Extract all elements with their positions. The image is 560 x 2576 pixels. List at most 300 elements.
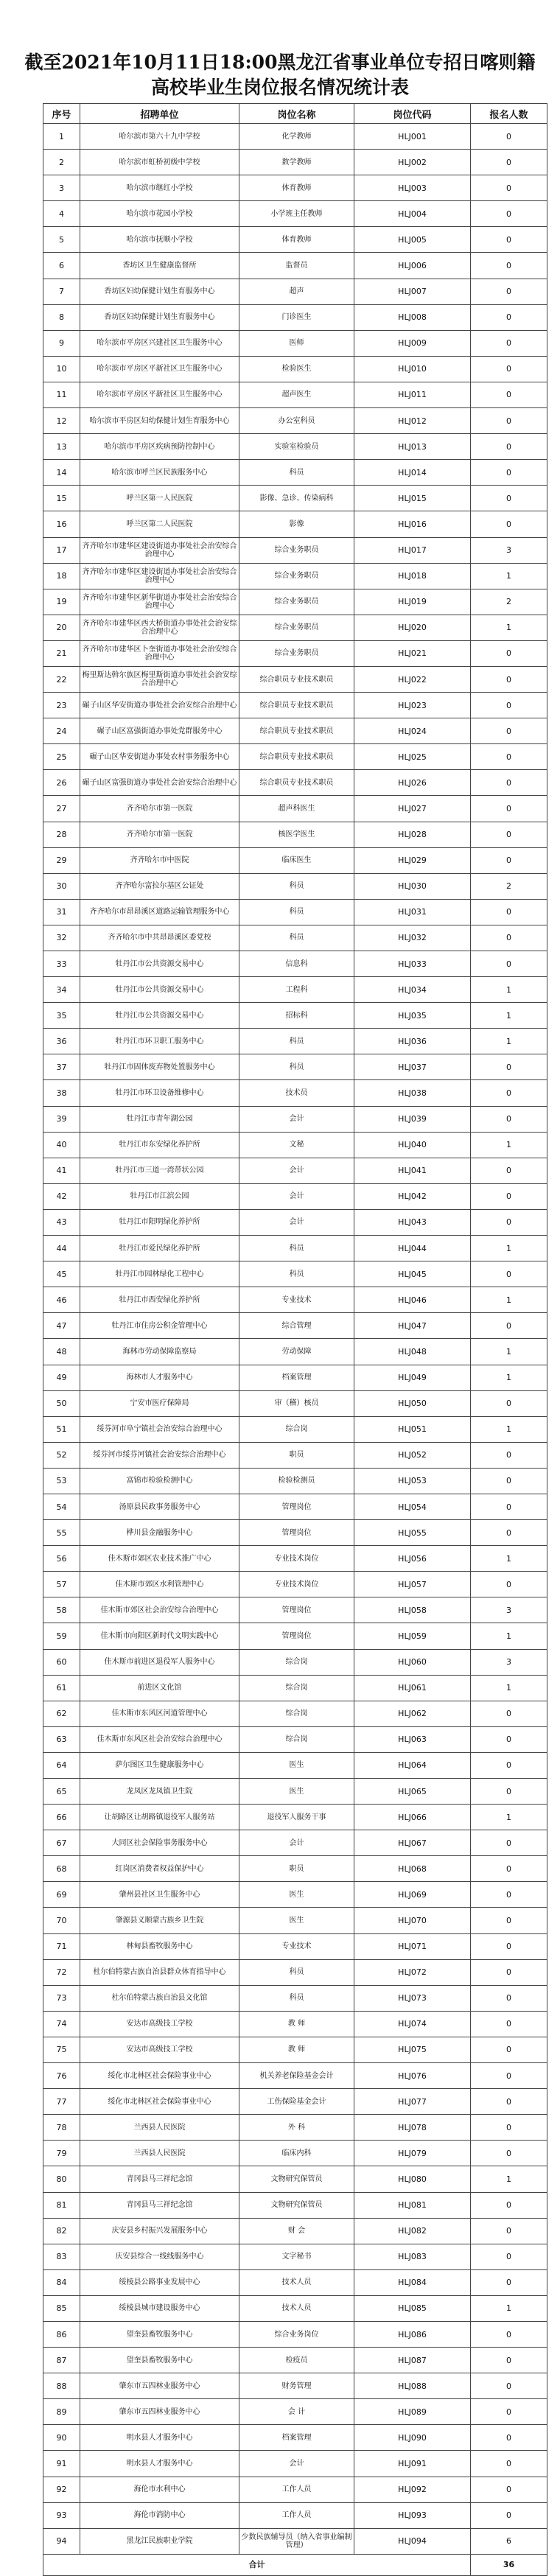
table-row bbox=[43, 1779, 547, 1805]
row-position-code: HLJ035 bbox=[354, 1003, 471, 1029]
row-position-code: HLJ034 bbox=[354, 977, 471, 1003]
total-value: 36 bbox=[471, 2554, 547, 2575]
row-applicant-count: 0 bbox=[471, 640, 547, 666]
document-title bbox=[0, 0, 560, 100]
row-position-code: HLJ050 bbox=[354, 1390, 471, 1416]
table-row bbox=[43, 847, 547, 873]
row-applicant-count: 0 bbox=[471, 1933, 547, 1959]
row-applicant-count: 0 bbox=[471, 201, 547, 227]
row-position-code: HLJ085 bbox=[354, 2295, 471, 2321]
row-employer: 齐齐哈尔市建华区卜奎街道办事处社会治安综合治理中心 bbox=[80, 640, 239, 666]
row-applicant-count: 0 bbox=[471, 1830, 547, 1856]
row-employer: 汤原县民政事务服务中心 bbox=[80, 1494, 239, 1519]
row-position-name: 技术员 bbox=[239, 1080, 354, 1106]
table-row bbox=[43, 899, 547, 925]
row-applicant-count: 0 bbox=[471, 511, 547, 537]
row-position-name: 医师 bbox=[239, 330, 354, 356]
row-employer: 齐齐哈尔市第一医院 bbox=[80, 796, 239, 822]
table-row bbox=[43, 1132, 547, 1158]
row-applicant-count: 0 bbox=[471, 1442, 547, 1468]
row-applicant-count: 0 bbox=[471, 124, 547, 150]
row-position-name: 医生 bbox=[239, 1779, 354, 1805]
row-applicant-count: 0 bbox=[471, 2425, 547, 2451]
row-applicant-count: 1 bbox=[471, 1805, 547, 1830]
row-employer: 兰西县人民医院 bbox=[80, 2115, 239, 2141]
row-applicant-count: 0 bbox=[471, 2218, 547, 2244]
row-position-code: HLJ090 bbox=[354, 2425, 471, 2451]
row-position-code: HLJ077 bbox=[354, 2089, 471, 2115]
row-applicant-count: 0 bbox=[471, 1468, 547, 1494]
row-index: 63 bbox=[43, 1726, 80, 1752]
table-row bbox=[43, 925, 547, 951]
row-position-code: HLJ057 bbox=[354, 1572, 471, 1597]
row-employer: 香坊区妇幼保健计划生育服务中心 bbox=[80, 304, 239, 330]
table-row bbox=[43, 150, 547, 175]
row-position-name: 技术人员 bbox=[239, 2269, 354, 2295]
row-position-code: HLJ060 bbox=[354, 1649, 471, 1675]
table-body bbox=[43, 124, 547, 2555]
row-position-name: 综合职员专业技术职员 bbox=[239, 693, 354, 718]
table-row bbox=[43, 356, 547, 382]
row-applicant-count: 1 bbox=[471, 1003, 547, 1029]
row-position-name: 科员 bbox=[239, 1054, 354, 1080]
row-applicant-count: 0 bbox=[471, 925, 547, 951]
row-applicant-count: 0 bbox=[471, 2037, 547, 2062]
row-position-name: 会计 bbox=[239, 2451, 354, 2477]
table-row bbox=[43, 1029, 547, 1054]
row-applicant-count: 0 bbox=[471, 434, 547, 460]
row-employer: 牡丹江市环卫设备维修中心 bbox=[80, 1080, 239, 1106]
row-applicant-count: 0 bbox=[471, 1183, 547, 1209]
table-row bbox=[43, 640, 547, 666]
row-employer: 林甸县畜牧服务中心 bbox=[80, 1933, 239, 1959]
row-index: 46 bbox=[43, 1287, 80, 1313]
row-employer: 牡丹江市固体废弃物处置服务中心 bbox=[80, 1054, 239, 1080]
row-position-code: HLJ038 bbox=[354, 1080, 471, 1106]
row-position-name: 档案管理 bbox=[239, 1365, 354, 1390]
row-index: 65 bbox=[43, 1779, 80, 1805]
row-position-code: HLJ028 bbox=[354, 822, 471, 847]
row-position-code: HLJ036 bbox=[354, 1029, 471, 1054]
table-row bbox=[43, 2115, 547, 2141]
row-applicant-count: 0 bbox=[471, 2477, 547, 2502]
row-index: 60 bbox=[43, 1649, 80, 1675]
table-row bbox=[43, 1597, 547, 1623]
row-applicant-count: 0 bbox=[471, 899, 547, 925]
row-position-code: HLJ041 bbox=[354, 1158, 471, 1183]
row-applicant-count: 0 bbox=[471, 382, 547, 407]
row-applicant-count: 0 bbox=[471, 1985, 547, 2011]
row-position-code: HLJ080 bbox=[354, 2166, 471, 2192]
row-applicant-count: 3 bbox=[471, 537, 547, 563]
row-index: 71 bbox=[43, 1933, 80, 1959]
row-applicant-count: 0 bbox=[471, 2115, 547, 2141]
row-employer: 哈尔滨市抚顺小学校 bbox=[80, 227, 239, 253]
row-applicant-count: 3 bbox=[471, 1649, 547, 1675]
table-row bbox=[43, 693, 547, 718]
row-position-name: 工作人员 bbox=[239, 2477, 354, 2502]
row-position-name: 管理岗位 bbox=[239, 1597, 354, 1623]
row-index: 4 bbox=[43, 201, 80, 227]
row-index: 38 bbox=[43, 1080, 80, 1106]
row-employer: 牡丹江市青年湖公园 bbox=[80, 1106, 239, 1132]
row-position-name: 教 师 bbox=[239, 2011, 354, 2037]
table-row bbox=[43, 2348, 547, 2373]
table-row bbox=[43, 615, 547, 640]
row-position-code: HLJ017 bbox=[354, 537, 471, 563]
row-employer: 齐齐哈尔市建华区新华街道办事处社会治安综合治理中心 bbox=[80, 589, 239, 615]
row-applicant-count: 0 bbox=[471, 1494, 547, 1519]
row-applicant-count: 1 bbox=[471, 1623, 547, 1649]
row-position-code: HLJ016 bbox=[354, 511, 471, 537]
row-applicant-count: 0 bbox=[471, 253, 547, 279]
row-position-name: 医生 bbox=[239, 1752, 354, 1778]
row-position-code: HLJ027 bbox=[354, 796, 471, 822]
row-employer: 佳木斯市前进区退役军人服务中心 bbox=[80, 1649, 239, 1675]
row-position-code: HLJ019 bbox=[354, 589, 471, 615]
row-position-code: HLJ076 bbox=[354, 2063, 471, 2089]
row-position-code: HLJ042 bbox=[354, 1183, 471, 1209]
row-index: 89 bbox=[43, 2399, 80, 2425]
row-position-name: 检验医生 bbox=[239, 356, 354, 382]
row-position-code: HLJ030 bbox=[354, 873, 471, 899]
row-position-name: 财 会 bbox=[239, 2218, 354, 2244]
row-employer: 富锦市检验检测中心 bbox=[80, 1468, 239, 1494]
row-index: 58 bbox=[43, 1597, 80, 1623]
table-row bbox=[43, 330, 547, 356]
table-row bbox=[43, 1752, 547, 1778]
row-index: 54 bbox=[43, 1494, 80, 1519]
registration-table bbox=[43, 103, 547, 2576]
table-row bbox=[43, 304, 547, 330]
row-index: 22 bbox=[43, 666, 80, 692]
row-position-name: 超声 bbox=[239, 279, 354, 304]
total-row bbox=[43, 2554, 547, 2575]
row-index: 50 bbox=[43, 1390, 80, 1416]
row-applicant-count: 0 bbox=[471, 1106, 547, 1132]
table-row bbox=[43, 1236, 547, 1261]
row-employer: 绥棱县城市建设服务中心 bbox=[80, 2295, 239, 2321]
row-employer: 肇东市五四林业服务中心 bbox=[80, 2373, 239, 2399]
row-applicant-count: 1 bbox=[471, 1365, 547, 1390]
row-position-code: HLJ084 bbox=[354, 2269, 471, 2295]
row-employer: 龙凤区龙凤镇卫生院 bbox=[80, 1779, 239, 1805]
row-position-code: HLJ054 bbox=[354, 1494, 471, 1519]
row-index: 85 bbox=[43, 2295, 80, 2321]
row-index: 67 bbox=[43, 1830, 80, 1856]
row-applicant-count: 1 bbox=[471, 615, 547, 640]
row-applicant-count: 0 bbox=[471, 2399, 547, 2425]
table-row bbox=[43, 511, 547, 537]
row-position-name: 体育教师 bbox=[239, 175, 354, 201]
table-row bbox=[43, 951, 547, 977]
table-row bbox=[43, 1468, 547, 1494]
row-employer: 哈尔滨市平房区平新社区卫生服务中心 bbox=[80, 382, 239, 407]
row-position-code: HLJ045 bbox=[354, 1261, 471, 1287]
row-applicant-count: 1 bbox=[471, 2295, 547, 2321]
row-applicant-count: 0 bbox=[471, 1908, 547, 1933]
row-applicant-count: 0 bbox=[471, 951, 547, 977]
row-position-name: 门诊医生 bbox=[239, 304, 354, 330]
row-position-code: HLJ001 bbox=[354, 124, 471, 150]
row-employer: 佳木斯市郊区社会治安综合治理中心 bbox=[80, 1597, 239, 1623]
row-index: 34 bbox=[43, 977, 80, 1003]
table-row bbox=[43, 1649, 547, 1675]
row-position-name: 工作人员 bbox=[239, 2502, 354, 2528]
row-employer: 牡丹江市公共资源交易中心 bbox=[80, 951, 239, 977]
row-index: 53 bbox=[43, 1468, 80, 1494]
header-position-name: 岗位名称 bbox=[239, 104, 354, 124]
row-position-name: 影像 bbox=[239, 511, 354, 537]
row-employer: 齐齐哈尔市中共昂昂溪区委党校 bbox=[80, 925, 239, 951]
row-index: 64 bbox=[43, 1752, 80, 1778]
row-employer: 肇州县社区卫生服务中心 bbox=[80, 1882, 239, 1908]
row-position-name: 会计 bbox=[239, 1209, 354, 1235]
row-employer: 庆安县乡村振兴发展服务中心 bbox=[80, 2218, 239, 2244]
row-employer: 宁安市医疗保障局 bbox=[80, 1390, 239, 1416]
row-applicant-count: 0 bbox=[471, 2141, 547, 2166]
row-position-name: 综合业务职员 bbox=[239, 537, 354, 563]
row-position-code: HLJ043 bbox=[354, 1209, 471, 1235]
table-row bbox=[43, 1959, 547, 1985]
row-index: 48 bbox=[43, 1339, 80, 1365]
row-index: 77 bbox=[43, 2089, 80, 2115]
row-position-name: 专业技术岗位 bbox=[239, 1546, 354, 1572]
row-employer: 海伦市消防中心 bbox=[80, 2502, 239, 2528]
row-applicant-count: 0 bbox=[471, 1313, 547, 1339]
row-position-name: 小学班主任教师 bbox=[239, 201, 354, 227]
row-applicant-count: 1 bbox=[471, 977, 547, 1003]
row-index: 30 bbox=[43, 873, 80, 899]
row-position-name: 综合职员专业技术职员 bbox=[239, 770, 354, 796]
row-position-code: HLJ010 bbox=[354, 356, 471, 382]
row-applicant-count: 1 bbox=[471, 1416, 547, 1442]
row-employer: 牡丹江市住房公积金管理中心 bbox=[80, 1313, 239, 1339]
row-employer: 桦川县金融服务中心 bbox=[80, 1520, 239, 1546]
header-employer: 招聘单位 bbox=[80, 104, 239, 124]
header-applicant-count: 报名人数 bbox=[471, 104, 547, 124]
row-position-name: 临床医生 bbox=[239, 847, 354, 873]
row-employer: 黑龙江民族职业学院 bbox=[80, 2528, 239, 2554]
row-applicant-count: 0 bbox=[471, 150, 547, 175]
row-index: 41 bbox=[43, 1158, 80, 1183]
header-index: 序号 bbox=[43, 104, 80, 124]
row-position-code: HLJ039 bbox=[354, 1106, 471, 1132]
row-applicant-count: 0 bbox=[471, 2373, 547, 2399]
row-index: 10 bbox=[43, 356, 80, 382]
table-row bbox=[43, 1882, 547, 1908]
row-position-name: 少数民族辅导员（纳入省事业编制管理） bbox=[239, 2528, 354, 2554]
row-employer: 哈尔滨市虹桥初级中学校 bbox=[80, 150, 239, 175]
table-row bbox=[43, 2451, 547, 2477]
row-position-code: HLJ007 bbox=[354, 279, 471, 304]
row-position-code: HLJ051 bbox=[354, 1416, 471, 1442]
row-employer: 海林市劳动保障监察局 bbox=[80, 1339, 239, 1365]
row-applicant-count: 0 bbox=[471, 1080, 547, 1106]
row-position-code: HLJ056 bbox=[354, 1546, 471, 1572]
table-row bbox=[43, 822, 547, 847]
table-row bbox=[43, 1183, 547, 1209]
row-employer: 牡丹江市江滨公园 bbox=[80, 1183, 239, 1209]
row-index: 31 bbox=[43, 899, 80, 925]
row-index: 12 bbox=[43, 408, 80, 434]
table-row bbox=[43, 2063, 547, 2089]
row-index: 90 bbox=[43, 2425, 80, 2451]
row-index: 49 bbox=[43, 1365, 80, 1390]
row-employer: 呼兰区第二人民医院 bbox=[80, 511, 239, 537]
table-row bbox=[43, 1313, 547, 1339]
row-position-code: HLJ002 bbox=[354, 150, 471, 175]
row-position-code: HLJ033 bbox=[354, 951, 471, 977]
row-index: 56 bbox=[43, 1546, 80, 1572]
table-row bbox=[43, 1339, 547, 1365]
row-applicant-count: 0 bbox=[471, 2321, 547, 2347]
row-applicant-count: 1 bbox=[471, 1675, 547, 1701]
row-position-name: 职员 bbox=[239, 1442, 354, 1468]
row-index: 59 bbox=[43, 1623, 80, 1649]
row-employer: 杜尔伯特蒙古族自治县文化馆 bbox=[80, 1985, 239, 2011]
row-index: 84 bbox=[43, 2269, 80, 2295]
row-position-code: HLJ065 bbox=[354, 1779, 471, 1805]
table-row bbox=[43, 2528, 547, 2554]
row-index: 62 bbox=[43, 1701, 80, 1726]
row-employer: 牡丹江市三道一湾带状公园 bbox=[80, 1158, 239, 1183]
row-applicant-count: 3 bbox=[471, 1597, 547, 1623]
row-position-code: HLJ071 bbox=[354, 1933, 471, 1959]
row-position-code: HLJ006 bbox=[354, 253, 471, 279]
row-applicant-count: 1 bbox=[471, 1029, 547, 1054]
table-row bbox=[43, 563, 547, 589]
row-employer: 梅里斯达斡尔族区梅里斯街道办事处社会治安综合治理中心 bbox=[80, 666, 239, 692]
row-applicant-count: 0 bbox=[471, 2063, 547, 2089]
row-index: 61 bbox=[43, 1675, 80, 1701]
row-position-code: HLJ044 bbox=[354, 1236, 471, 1261]
row-position-code: HLJ067 bbox=[354, 1830, 471, 1856]
table-row bbox=[43, 537, 547, 563]
table-row bbox=[43, 2192, 547, 2218]
row-position-name: 综合业务职员 bbox=[239, 615, 354, 640]
table-row bbox=[43, 2141, 547, 2166]
row-position-name: 会计 bbox=[239, 1158, 354, 1183]
row-index: 69 bbox=[43, 1882, 80, 1908]
table-row bbox=[43, 2321, 547, 2347]
row-applicant-count: 1 bbox=[471, 1132, 547, 1158]
row-employer: 牡丹江市阳明绿化养护所 bbox=[80, 1209, 239, 1235]
row-employer: 肇源县义顺蒙古族乡卫生院 bbox=[80, 1908, 239, 1933]
row-applicant-count: 0 bbox=[471, 770, 547, 796]
row-applicant-count: 0 bbox=[471, 796, 547, 822]
row-employer: 佳木斯市郊区农业技术推广中心 bbox=[80, 1546, 239, 1572]
table-row bbox=[43, 124, 547, 150]
row-employer: 绥芬河市阜宁镇社会治安综合治理中心 bbox=[80, 1416, 239, 1442]
row-applicant-count: 1 bbox=[471, 1339, 547, 1365]
row-position-name: 会 计 bbox=[239, 2399, 354, 2425]
row-applicant-count: 0 bbox=[471, 460, 547, 486]
row-position-name: 综合职员专业技术职员 bbox=[239, 718, 354, 744]
row-index: 70 bbox=[43, 1908, 80, 1933]
row-position-code: HLJ061 bbox=[354, 1675, 471, 1701]
row-position-code: HLJ082 bbox=[354, 2218, 471, 2244]
row-index: 13 bbox=[43, 434, 80, 460]
row-employer: 明水县人才服务中心 bbox=[80, 2451, 239, 2477]
row-position-name: 文物研究保管员 bbox=[239, 2166, 354, 2192]
row-position-name: 会计 bbox=[239, 1830, 354, 1856]
row-employer: 安达市高级技工学校 bbox=[80, 2037, 239, 2062]
table-row bbox=[43, 227, 547, 253]
row-employer: 牡丹江市园林绿化工程中心 bbox=[80, 1261, 239, 1287]
row-position-code: HLJ091 bbox=[354, 2451, 471, 2477]
table-row bbox=[43, 1054, 547, 1080]
title-line-1: 截至2021年10月11日18:00黑龙江省事业单位专招日喀则籍 bbox=[24, 52, 536, 73]
row-index: 44 bbox=[43, 1236, 80, 1261]
row-employer: 碾子山区富强街道办事处党群服务中心 bbox=[80, 718, 239, 744]
row-employer: 海伦市水利中心 bbox=[80, 2477, 239, 2502]
row-position-code: HLJ064 bbox=[354, 1752, 471, 1778]
row-position-name: 科员 bbox=[239, 1236, 354, 1261]
row-employer: 牡丹江市环卫职工服务中心 bbox=[80, 1029, 239, 1054]
row-position-name: 核医学医生 bbox=[239, 822, 354, 847]
row-applicant-count: 0 bbox=[471, 744, 547, 770]
row-index: 2 bbox=[43, 150, 80, 175]
row-position-code: HLJ004 bbox=[354, 201, 471, 227]
table-row bbox=[43, 1209, 547, 1235]
row-employer: 萨尔图区卫生健康服务中心 bbox=[80, 1752, 239, 1778]
row-position-code: HLJ047 bbox=[354, 1313, 471, 1339]
table-row bbox=[43, 1546, 547, 1572]
table-row bbox=[43, 1933, 547, 1959]
row-applicant-count: 0 bbox=[471, 2348, 547, 2373]
row-employer: 大同区社会保险事务服务中心 bbox=[80, 1830, 239, 1856]
table-row bbox=[43, 382, 547, 407]
row-position-name: 档案管理 bbox=[239, 2425, 354, 2451]
row-index: 43 bbox=[43, 1209, 80, 1235]
table-row bbox=[43, 1908, 547, 1933]
row-position-name: 工伤保险基金会计 bbox=[239, 2089, 354, 2115]
row-index: 39 bbox=[43, 1106, 80, 1132]
row-position-name: 管理岗位 bbox=[239, 1623, 354, 1649]
row-applicant-count: 0 bbox=[471, 2451, 547, 2477]
row-position-code: HLJ025 bbox=[354, 744, 471, 770]
row-position-name: 管理岗位 bbox=[239, 1494, 354, 1519]
row-employer: 哈尔滨市呼兰区民族服务中心 bbox=[80, 460, 239, 486]
row-index: 80 bbox=[43, 2166, 80, 2192]
table-row bbox=[43, 1261, 547, 1287]
table-row bbox=[43, 434, 547, 460]
row-position-code: HLJ094 bbox=[354, 2528, 471, 2554]
table-row bbox=[43, 175, 547, 201]
row-index: 25 bbox=[43, 744, 80, 770]
row-applicant-count: 0 bbox=[471, 1158, 547, 1183]
row-position-name: 综合业务岗位 bbox=[239, 2321, 354, 2347]
row-index: 55 bbox=[43, 1520, 80, 1546]
row-index: 87 bbox=[43, 2348, 80, 2373]
row-applicant-count: 0 bbox=[471, 1701, 547, 1726]
row-position-code: HLJ079 bbox=[354, 2141, 471, 2166]
table-row bbox=[43, 279, 547, 304]
row-employer: 呼兰区第一人民医院 bbox=[80, 486, 239, 511]
row-applicant-count: 0 bbox=[471, 1054, 547, 1080]
row-position-name: 综合管理 bbox=[239, 1313, 354, 1339]
row-position-code: HLJ015 bbox=[354, 486, 471, 511]
table-header-row bbox=[43, 104, 547, 124]
row-employer: 杜尔伯特蒙古族自治县群众体育指导中心 bbox=[80, 1959, 239, 1985]
row-position-code: HLJ024 bbox=[354, 718, 471, 744]
row-index: 19 bbox=[43, 589, 80, 615]
row-index: 35 bbox=[43, 1003, 80, 1029]
row-employer: 庆安县综合一线线服务中心 bbox=[80, 2244, 239, 2269]
row-position-name: 数学教师 bbox=[239, 150, 354, 175]
row-position-code: HLJ053 bbox=[354, 1468, 471, 1494]
